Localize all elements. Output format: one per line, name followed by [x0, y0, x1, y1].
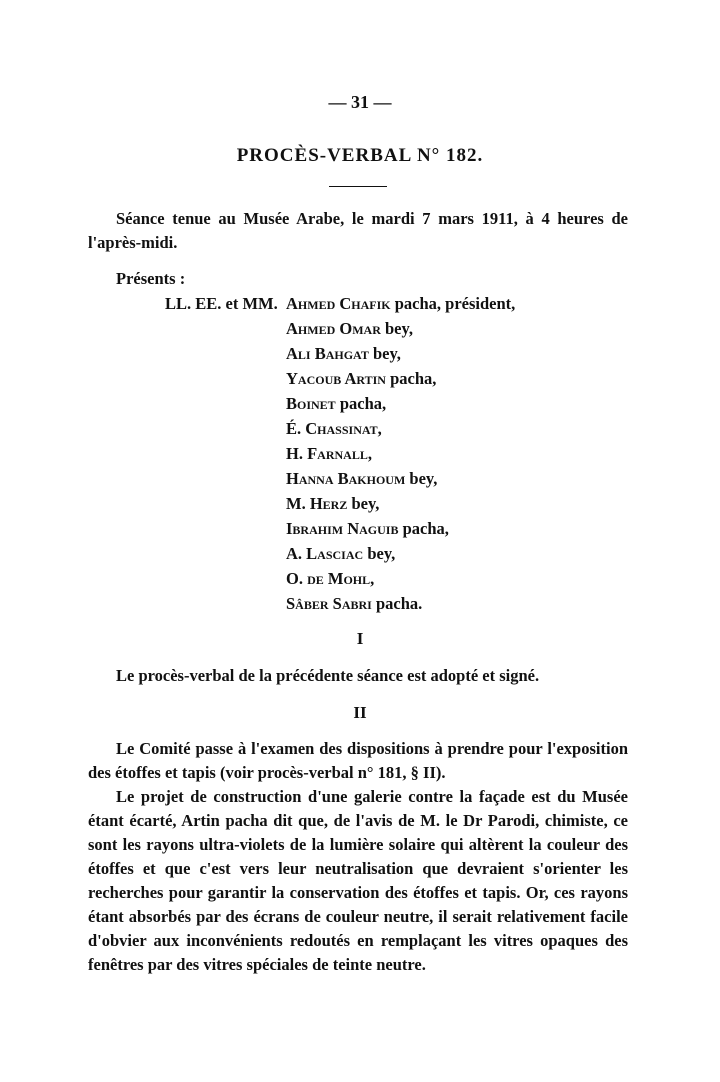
attendee-suffix: ,	[377, 419, 382, 438]
attendee-suffix: bey,	[363, 544, 396, 563]
attendee-name: Ahmed Omar	[286, 319, 381, 338]
attendee-name: Sâber Sabri	[286, 594, 372, 613]
attendee-suffix: bey,	[380, 319, 413, 338]
attendee-name: Ibrahim Naguib	[286, 519, 399, 538]
attendee-name: Ali Bahgat	[286, 344, 369, 363]
attendee-name: Boinet	[286, 394, 336, 413]
attendee-suffix: pacha, président,	[390, 294, 516, 313]
session-paragraph: Séance tenue au Musée Arabe, le mardi 7 mars 1911, à 4 heures de l'après-midi.	[88, 209, 628, 252]
attendee-suffix: pacha,	[385, 369, 437, 388]
attendee-suffix: ,	[367, 444, 372, 463]
attendees-prefix: LL. EE. et MM.	[165, 294, 278, 313]
attendee-line	[286, 367, 436, 391]
attendee-suffix: ,	[370, 569, 375, 588]
attendee-name: É. Chassinat	[286, 419, 378, 438]
attendee-name: M. Herz	[286, 494, 348, 513]
paragraph: Le Comité passe à l'examen des dispositions à prendre pour l'exposition des étoffes et tapis (voir procès-verbal n° 181, § II).	[88, 739, 628, 782]
attendee-line	[286, 467, 437, 491]
attendee-line	[286, 442, 372, 466]
paragraph: Le procès-verbal de la précédente séance est adopté et signé.	[116, 666, 540, 685]
attendee-suffix: pacha,	[398, 519, 449, 538]
attendee-name: Ahmed Chafik	[286, 294, 391, 313]
attendee-line	[286, 542, 395, 566]
presents-label: Présents :	[116, 269, 186, 288]
attendee-name: H. Farnall	[286, 444, 368, 463]
attendee-line	[286, 292, 515, 316]
page-title: PROCÈS-VERBAL N° 182.	[236, 145, 484, 166]
attendee-name: O. de Mohl	[286, 569, 371, 588]
attendee-line	[286, 492, 379, 516]
attendee-line	[286, 517, 449, 541]
attendee-suffix: bey,	[347, 494, 380, 513]
attendee-name: Yacoub Artin	[286, 369, 386, 388]
attendee-line	[286, 592, 422, 616]
attendee-line	[286, 392, 386, 416]
section-numeral: II	[353, 703, 367, 722]
attendee-suffix: pacha.	[371, 594, 423, 613]
attendee-line	[286, 417, 382, 441]
attendee-name: A. Lasciac	[286, 544, 364, 563]
attendee-name: Hanna Bakhoum	[286, 469, 406, 488]
attendee-line	[286, 567, 374, 591]
attendee-suffix: bey,	[368, 344, 401, 363]
attendee-suffix: bey,	[405, 469, 438, 488]
page-number: — 31 —	[328, 92, 392, 112]
section-numeral: I	[356, 629, 364, 648]
attendee-line	[286, 342, 401, 366]
title-divider	[329, 186, 387, 187]
paragraph: Le projet de construction d'une galerie contre la façade est du Musée étant écarté, Artin pacha dit que, de l'avis de M. le Dr Parodi, chimiste, ce sont les rayons ultra-violets de la lumière solaire qui altèrent la couleur des étoffes et que c'est vers leur neutralisation que devraient s'orienter les recherches pour garantir la conservation des étoffes et tapis. Or, ces rayons étant absorbés par des écrans de couleur neutre, il serait relativement facile d'obvier aux inconvénients redoutés en remplaçant les vitres opaques des fenêtres par des vitres spéciales de teinte neutre.	[88, 787, 628, 974]
attendee-line	[286, 317, 413, 341]
attendee-suffix: pacha,	[335, 394, 387, 413]
